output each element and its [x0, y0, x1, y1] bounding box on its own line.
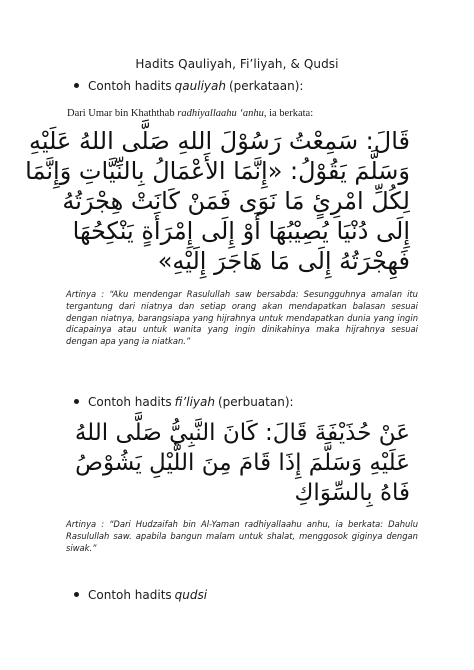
bullet-dot-icon: [74, 83, 79, 88]
bullet-dot-icon: [74, 399, 79, 404]
arabic-text-filiyah: [64, 418, 410, 508]
arabic-text-qauliyah: [25, 126, 410, 276]
arabic-line: فَهِجْرَتُهُ إِلَى مَا هَاجَرَ إِلَيْهِ»: [157, 247, 410, 275]
source-suffix: , ia berkata:: [263, 108, 314, 119]
document-title: Hadits Qauliyah, Fi’liyah, & Qudsi: [135, 57, 339, 71]
arabic-line: عَلَيْهِ وَسَلَّمَ إِذَا قَامَ مِنَ اللَّيْلِ يَشُوْصُ: [75, 450, 410, 476]
source-honorific: radhiyallaahu ‘anhu: [177, 108, 264, 119]
bullet-filiyah: [74, 395, 294, 409]
arabic-line: فَاهُ بِالسِّوَاكِ: [294, 480, 410, 506]
arabic-line: لِكُلِّ امْرِئٍ مَا نَوَى فَمَنْ كَانَتْ هِجْرَتُهُ: [62, 187, 410, 215]
arabic-line: وَسَلَّمَ يَقُوْلُ: «إِنَّمَا الأَعْمَالُ بِالنِّيَّاتِ وَإِنَّمَا: [25, 157, 410, 185]
arabic-line: عَنْ حُذَيْفَةَ قَالَ: كَانَ النَّبِيُّ صَلَّى اللهُ: [74, 420, 410, 446]
arabic-line: إِلَى دُنْيَا يُصِيْبُهَا أَوْ إِلَى إِمْرَأَةٍ يَنْكِحُهَا: [72, 217, 410, 245]
bullet-term: fi’liyah: [174, 395, 215, 409]
bullet-prefix: Contoh hadits: [88, 588, 172, 602]
bullet-term: qauliyah: [174, 79, 226, 93]
bullet-term: qudsi: [174, 588, 208, 602]
bullet-prefix: Contoh hadits: [88, 395, 172, 409]
translation-qauliyah: Artinya : “Aku mendengar Rasulullah saw bersabda: Sesungguhnya amalan itu tergantung dari niatnya dan setiap orang akan mendapatkan balasan sesuai dengan niatnya, barangsiapa yang hijrahnya untuk mendapatkan dunia yang ingin dicapainya atau untuk wanita yang ingin dinikahinya maka hijrahnya sesuai dengan apa yang ia niatkan.”: [66, 289, 418, 347]
bullet-prefix: Contoh hadits: [88, 79, 172, 93]
arabic-line: قَالَ: سَمِعْتُ رَسُوْلَ اللهِ صَلَّى اللهُ عَلَيْهِ: [28, 127, 410, 155]
source-prefix: Dari Umar bin Khaththab: [67, 108, 175, 119]
bullet-dot-icon: [74, 592, 79, 597]
bullet-qudsi: [74, 588, 207, 602]
bullet-qauliyah: [74, 79, 303, 93]
bullet-suffix: (perbuatan):: [217, 395, 294, 409]
bullet-suffix: (perkataan):: [228, 79, 304, 93]
hadith-source-line: [67, 108, 313, 119]
translation-filiyah: Artinya : “Dari Hudzaifah bin Al-Yaman radhiyallaahu anhu, ia berkata: Dahulu Rasulullah saw. apabila bangun malam untuk shalat, menggosok giginya dengan siwak.”: [66, 519, 418, 553]
